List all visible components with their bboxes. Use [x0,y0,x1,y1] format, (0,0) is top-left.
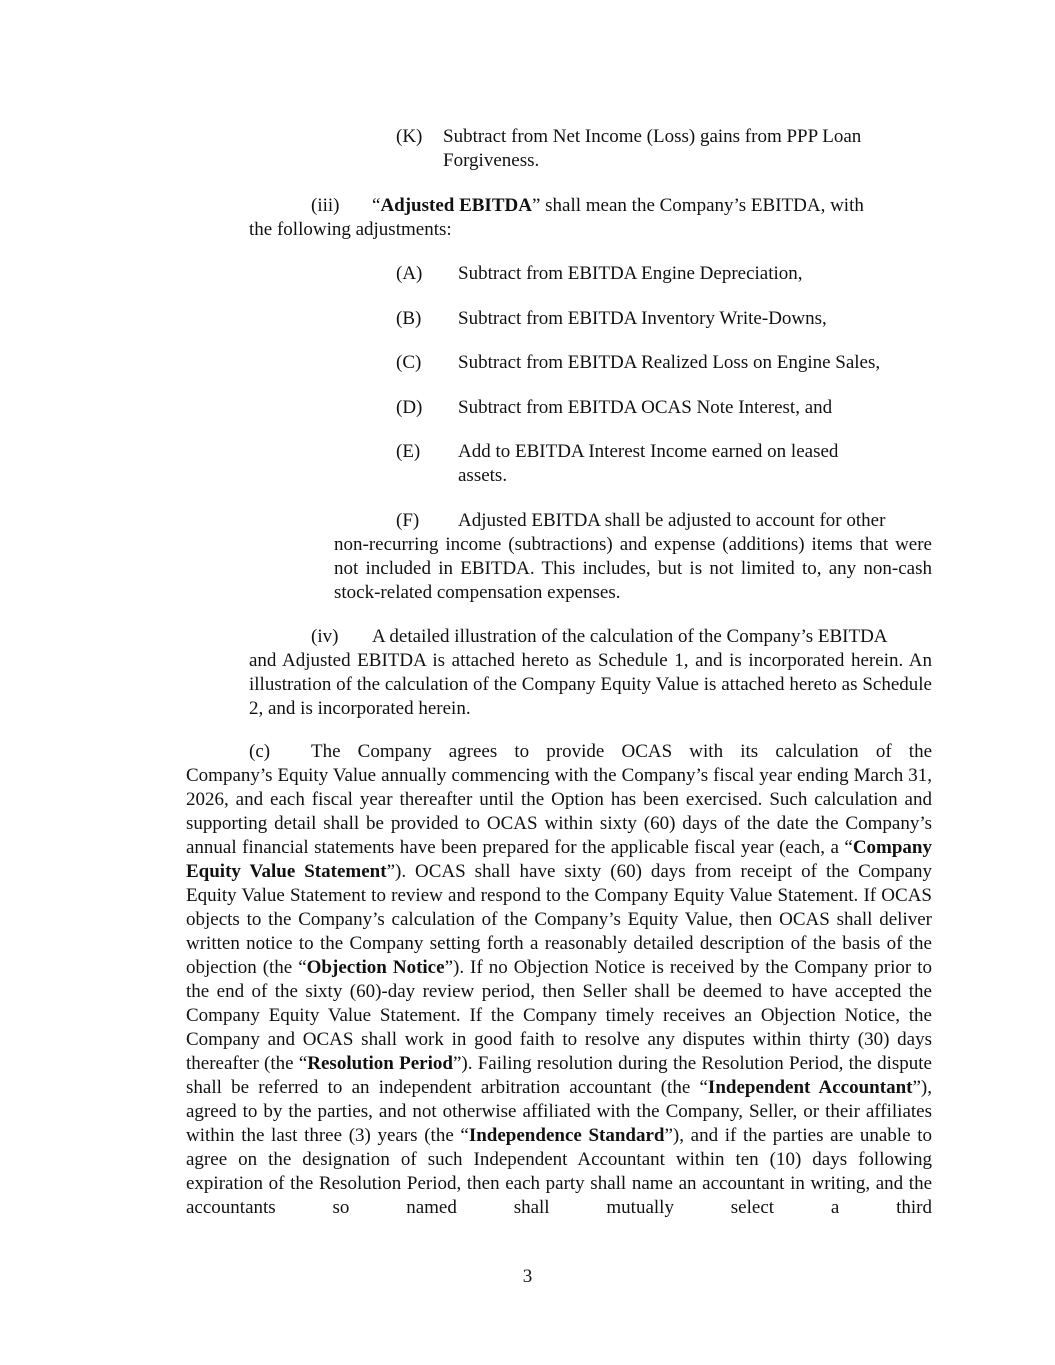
section-c-seg1: Company’s Equity Value annually commencing with the Company’s fiscal year ending March 31, 2026, and each fiscal year thereafter until the Option has been exercised. Such calculation and supporting detail shall be provided to OCAS within sixty (60) days of the date the Company’s annual financial statements have been prepared for the applicable fiscal year (each, a “ [186,765,932,858]
defined-term-objection-notice: Objection Notice [306,957,445,978]
item-iii-quote: “ [372,195,381,216]
item-iii-rest-line1: ” shall mean the Company’s EBITDA, with [531,195,864,216]
page-number: 3 [522,1266,533,1287]
item-c [0,351,1055,375]
item-f-first-line: Adjusted EBITDA shall be adjusted to account for other [458,510,886,531]
item-d-label: (D) [396,397,423,418]
item-e [0,440,1055,488]
item-e-text: Add to EBITDA Interest Income earned on leased assets. [458,441,839,486]
section-c-seg5: ”), agreed to by the parties, and not otherwise affiliated with the Company, Seller, or their affiliates within the last three (3) years (the “ [186,1077,932,1146]
item-f [0,509,1055,605]
section-c-first-line-text: The Company agrees to provide OCAS with its calculation of the [311,741,932,762]
item-iv-first-line: A detailed illustration of the calculation of the Company’s EBITDA [372,626,888,647]
item-c-text: Subtract from EBITDA Realized Loss on Engine Sales, [458,352,881,373]
section-c [0,740,1055,1240]
item-iv-label: (iv) [311,626,339,647]
item-iii [0,194,1055,242]
section-c-label: (c) [249,741,271,762]
item-f-text: non-recurring income (subtractions) and expense (additions) items that were not included in EBITDA. This includes, but is not limited to, any non-cash stock-related compensation expenses. [334,534,932,603]
defined-term-independent-accountant: Independent Accountant [707,1077,913,1098]
section-c-seg2: ”). OCAS shall have sixty (60) days from receipt of the Company Equity Value Statement to review and respond to the Company Equity Value Statement. If OCAS objects to the Company’s calculation of the Company’s Equity Value, then OCAS shall deliver written notice to the Company setting forth a reasonably detailed description of the basis of the objection (the “ [186,861,933,978]
item-b-label: (B) [396,308,422,329]
item-k-text: Subtract from Net Income (Loss) gains from PPP Loan Forgiveness. [443,126,862,171]
item-k-label: (K) [396,126,423,147]
item-d [0,396,1055,420]
item-iii-label: (iii) [311,195,340,216]
defined-term-adjusted-ebitda: Adjusted EBITDA [380,195,532,216]
section-c-seg6: ”), and if the parties are unable to agree on the designation of such Independent Accountant within ten (10) days following expiration of the Resolution Period, then each party shall name an accountant in writing, and the accountants so named shall mutually select a third [186,1125,932,1218]
section-c-seg3: ”). If no Objection Notice is received by the Company prior to the end of the sixty (60)-day review period, then Seller shall be deemed to have accepted the Company Equity Value Statement. If the Company timely receives an Objection Notice, the Company and OCAS shall work in good faith to resolve any disputes within thirty (30) days thereafter (the “ [186,957,932,1074]
item-d-text: Subtract from EBITDA OCAS Note Interest, and [458,397,833,418]
item-b-text: Subtract from EBITDA Inventory Write-Downs, [458,308,827,329]
item-c-label: (C) [396,352,422,373]
item-f-label: (F) [396,510,420,531]
section-c-seg4: ”). Failing resolution during the Resolution Period, the dispute shall be referred to an independent arbitration accountant (the “ [186,1053,932,1098]
defined-term-independence-standard: Independence Standard [468,1125,665,1146]
item-a-label: (A) [396,263,423,284]
item-a [0,262,1055,286]
defined-term-resolution-period: Resolution Period [307,1053,453,1074]
item-iii-line2: the following adjustments: [249,219,452,240]
section-c-first-line [311,740,932,764]
section-c-body [186,764,932,1220]
item-b [0,307,1055,331]
item-k [0,125,1055,173]
item-iv [0,625,1055,721]
item-a-text: Subtract from EBITDA Engine Depreciation, [458,263,803,284]
item-iv-text: and Adjusted EBITDA is attached hereto as Schedule 1, and is incorporated herein. An illustration of the calculation of the Company Equity Value is attached hereto as Schedule 2, and is incorporated herein. [249,650,932,719]
item-iii-line1 [372,194,864,218]
item-e-label: (E) [396,441,421,462]
defined-term-company-equity-value-statement: Company Equity Value Statement [186,837,932,882]
